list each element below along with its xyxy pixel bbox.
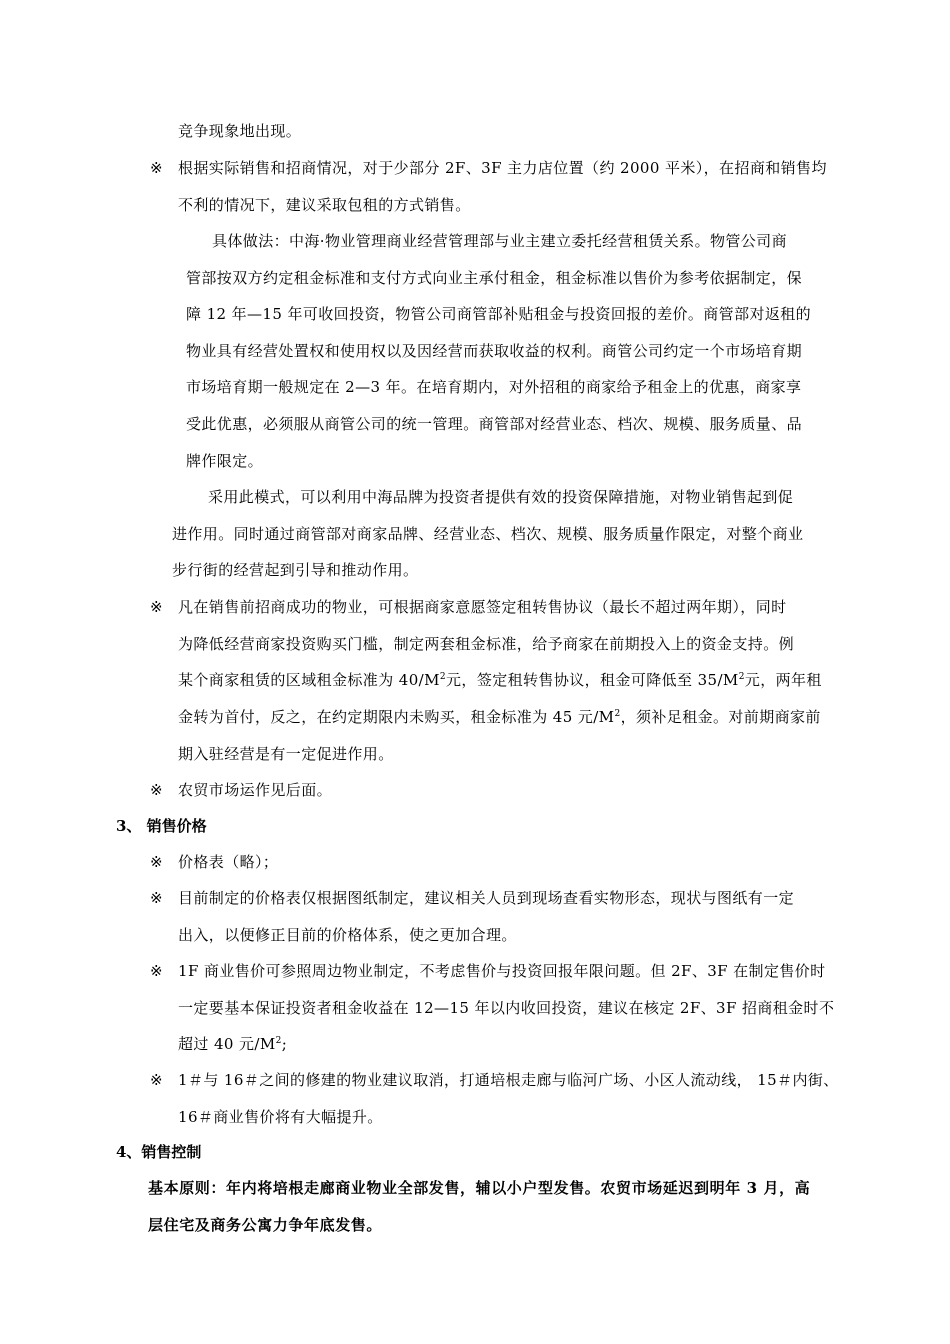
section-heading: 4、销售控制 [116,1143,202,1161]
bold-text-line: 基本原则：年内将培根走廊商业物业全部发售，辅以小户型发售。农贸市场延迟到明年 3 月，高 [148,1179,811,1197]
text-line: 16＃商业售价将有大幅提升。 [178,1108,383,1126]
bullet-mark: ※ [150,962,163,980]
text-line: 步行街的经营起到引导和推动作用。 [172,561,419,579]
text-line: 为降低经营商家投资购买门槛，制定两套租金标准，给予商家在前期投入上的资金支持。例 [178,635,795,653]
text-line: 管部按双方约定租金标准和支付方式向业主承付租金，租金标准以售价为参考依据制定，保 [186,269,803,287]
section-heading: 3、 销售价格 [116,817,207,835]
text-line: 具体做法：中海·物业管理商业经营管理部与业主建立委托经营租赁关系。物管公司商 [212,232,787,250]
text-line: 根据实际销售和招商情况，对于少部分 2F、3F 主力店位置（约 2000 平米），在招商和销售均 [178,159,827,177]
text-line: 受此优惠，必须服从商管公司的统一管理。商管部对经营业态、档次、规模、服务质量、品 [186,415,803,433]
text-line: 物业具有经营处置权和使用权以及因经营而获取收益的权利。商管公司约定一个市场培育期 [186,342,803,360]
text-line: 采用此模式，可以利用中海品牌为投资者提供有效的投资保障措施，对物业销售起到促 [208,488,794,506]
text-line: 不利的情况下，建议采取包租的方式销售。 [178,196,471,214]
text-line: 价格表（略）； [178,853,279,871]
text-line: 目前制定的价格表仅根据图纸制定，建议相关人员到现场查看实物形态，现状与图纸有一定 [178,889,795,907]
text-line: 竞争现象地出现。 [178,122,302,140]
bullet-mark: ※ [150,1071,163,1089]
bullet-mark: ※ [150,159,163,177]
text-line: 农贸市场运作见后面。 [178,781,333,799]
text-line: 期入驻经营是有一定促进作用。 [178,745,394,763]
bullet-mark: ※ [150,889,163,907]
text-line: 出入，以便修正目前的价格体系，使之更加合理。 [178,926,517,944]
text-line: 市场培育期一般规定在 2—3 年。在培育期内，对外招租的商家给予租金上的优惠，商家享 [186,378,802,396]
text-line: 超过 40 元$/M^2$; [178,1035,288,1053]
bullet-mark: ※ [150,598,163,616]
text-line: 1＃与 16＃之间的修建的物业建议取消，打通培根走廊与临河广场、小区人流动线， 15＃内街、 [178,1071,839,1089]
text-line: 某个商家租赁的区域租金标准为 $40/M^2$元，签定租转售协议，租金可降低至 $35/M^2$元，两年租 [178,671,822,689]
text-line: 进作用。同时通过商管部对商家品牌、经营业态、档次、规模、服务质量作限定，对整个商业 [172,525,804,543]
text-line: 凡在销售前招商成功的物业，可根据商家意愿签定租转售协议（最长不超过两年期），同时 [178,598,787,616]
text-line: 1F 商业售价可参照周边物业制定，不考虑售价与投资回报年限问题。但 2F、3F 在制定售价时 [178,962,826,980]
text-line: 障 12 年—15 年可收回投资，物管公司商管部补贴租金与投资回报的差价。商管部对返租的 [186,305,812,323]
text-line: 一定要基本保证投资者租金收益在 12—15 年以内收回投资，建议在核定 2F、3F 招商租金时不 [178,999,835,1017]
bullet-mark: ※ [150,853,163,871]
bullet-mark: ※ [150,781,163,799]
bold-text-line: 层住宅及商务公寓力争年底发售。 [148,1216,383,1234]
text-line: 牌作限定。 [186,452,264,470]
text-line: 金转为首付，反之，在约定期限内未购买，租金标准为 45 元$/M^2$，须补足租金。对前期商家前 [178,708,821,726]
